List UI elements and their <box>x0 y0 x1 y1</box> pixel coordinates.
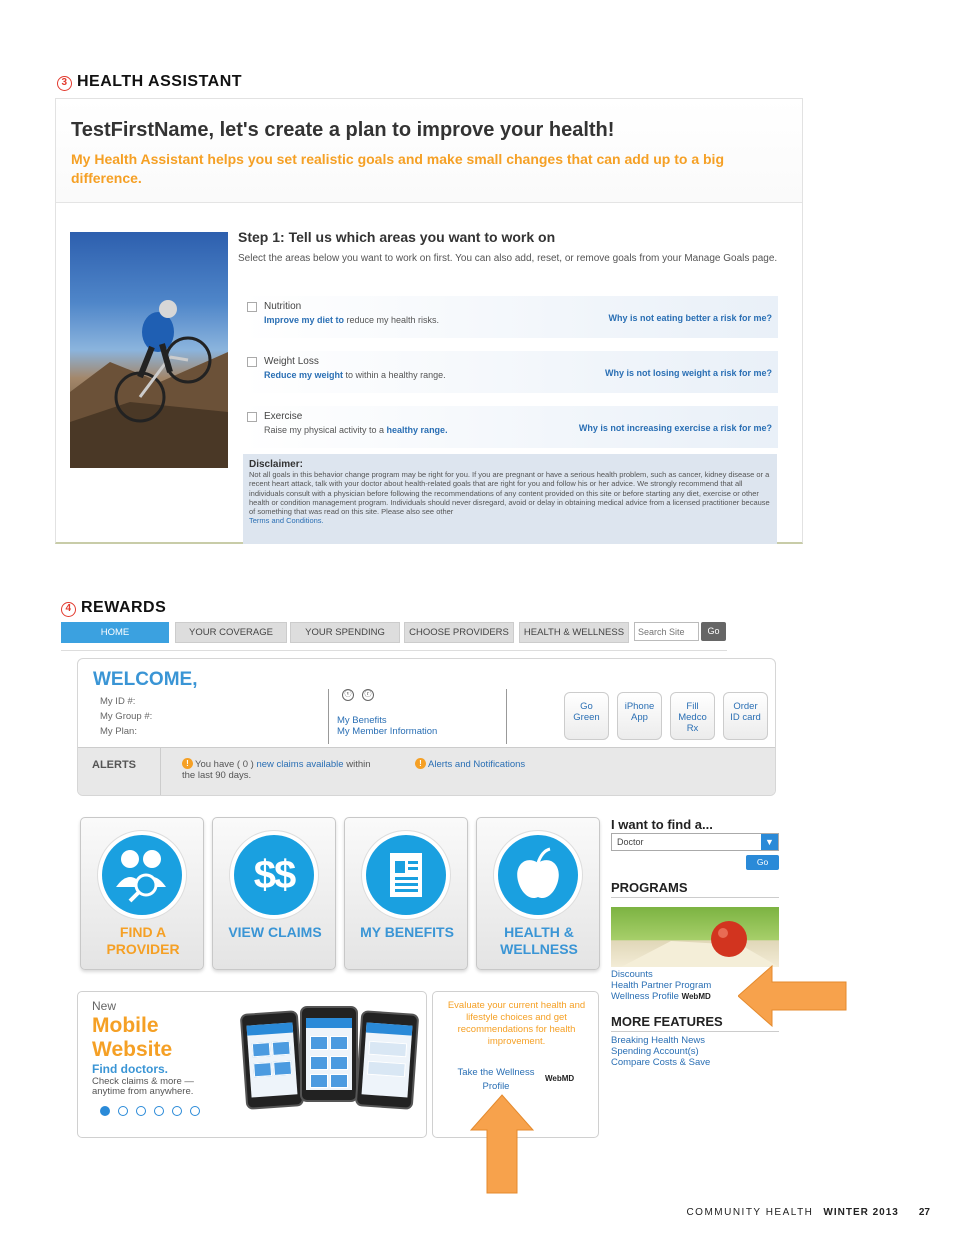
button-label: Order <box>733 701 758 712</box>
wellness-profile-link[interactable] <box>441 1066 551 1094</box>
fill-medco-rx-button[interactable] <box>670 692 715 740</box>
welcome-title: WELCOME, <box>93 669 198 690</box>
alert-text: the last 90 days. <box>182 770 252 781</box>
icon-ring <box>229 830 319 920</box>
goal-description <box>264 370 446 380</box>
alert-text: You have ( 0 ) <box>195 759 257 770</box>
find-widget-title: I want to find a... <box>611 817 713 832</box>
chevron-down-icon[interactable]: ▼ <box>761 834 778 850</box>
discounts-link[interactable]: Discounts <box>611 969 653 980</box>
arrow-up-icon <box>470 1094 534 1194</box>
cyclist-photo <box>70 232 228 468</box>
website-title: Website <box>92 1038 173 1061</box>
button-label: ID card <box>730 712 761 723</box>
carousel-dot[interactable] <box>190 1106 200 1116</box>
go-green-button[interactable] <box>564 692 609 740</box>
tab-your-spending[interactable]: YOUR SPENDING <box>290 622 400 643</box>
nutrition-checkbox[interactable] <box>247 302 257 312</box>
icon-ring <box>97 830 187 920</box>
wellness-profile-text: Wellness Profile <box>611 991 679 1002</box>
goal-desc-text: Raise my physical activity to a <box>264 425 387 435</box>
goal-description <box>264 425 448 435</box>
welcome-panel <box>77 658 776 796</box>
section-title-health-assistant <box>57 73 242 91</box>
icon-ring <box>361 830 451 920</box>
goal-title: Exercise <box>264 411 303 422</box>
why-risk-link[interactable]: Why is not increasing exercise a risk for me? <box>578 423 772 433</box>
divider <box>328 689 329 744</box>
magazine-name: COMMUNITY HEALTH <box>686 1207 814 1218</box>
carousel-dot[interactable] <box>136 1106 146 1116</box>
search-input[interactable] <box>634 622 699 641</box>
button-label: iPhone <box>624 701 655 712</box>
button-label: App <box>631 712 648 723</box>
section-number: 4 <box>61 602 76 617</box>
health-wellness-tile[interactable] <box>476 817 600 970</box>
button-label: Go <box>580 701 593 712</box>
disclaimer-text: Not all goals in this behavior change program may be right for you. If you are pregnant or have a serious health problem, such as cancer, kidney disease or a recent heart attack, talk with your doctor about health-related goals that are right for you and follow his or her advice. We strongly recommend that all individuals consult with a physician before following the recommendations of any content provided on this site or before starting any diet, exercise or other health or condition management program. Individuals should never disregard, avoid or delay in obtaining medical advice from a licensed practitioner because of something that was read on this site. Please also see other <box>249 470 770 517</box>
alerts-bar <box>78 747 776 796</box>
my-member-info-link[interactable]: My Member Information <box>337 726 438 737</box>
new-label: New <box>92 999 117 1013</box>
exercise-checkbox[interactable] <box>247 412 257 422</box>
compare-costs-link[interactable]: Compare Costs & Save <box>611 1057 711 1068</box>
step-title: Step 1: Tell us which areas you want to work on <box>238 229 556 245</box>
my-benefits-link[interactable]: My Benefits <box>337 715 387 726</box>
wellness-promo-text: Evaluate your current health and lifestyle choices and get recommendations for health improvement. <box>447 1000 586 1047</box>
tile-label: MY BENEFITS <box>360 924 454 940</box>
phone-image <box>300 1006 358 1102</box>
find-doctors-text: Find doctors. <box>92 1062 168 1076</box>
disclaimer-box <box>243 454 777 544</box>
page-footer <box>686 1207 930 1218</box>
mobile-desc: Check claims & more — <box>92 1076 194 1087</box>
section-title-rewards <box>61 599 166 617</box>
divider <box>160 748 161 796</box>
tab-choose-providers[interactable]: CHOOSE PROVIDERS <box>404 622 514 643</box>
my-group-label: My Group #: <box>100 711 153 722</box>
spending-account-link[interactable]: Spending Account(s) <box>611 1046 699 1057</box>
phone-image <box>355 1010 420 1110</box>
health-assistant-panel <box>55 98 803 544</box>
carousel-dot[interactable] <box>172 1106 182 1116</box>
alert-text: within <box>343 759 371 770</box>
people-search-icon <box>102 835 182 915</box>
goal-exercise <box>243 406 778 448</box>
claims-alert <box>182 758 371 781</box>
webmd-logo: WebMD <box>681 992 711 1001</box>
mobile-website-banner[interactable] <box>77 991 427 1138</box>
goal-weight-loss <box>243 351 778 393</box>
tile-label: VIEW CLAIMS <box>228 924 322 940</box>
breaking-news-link[interactable]: Breaking Health News <box>611 1035 705 1046</box>
tile-label: WELLNESS <box>500 941 578 957</box>
goal-link[interactable]: Reduce my weight <box>264 370 344 380</box>
terms-link[interactable]: Terms and Conditions. <box>249 516 324 526</box>
id-card-icon <box>366 835 446 915</box>
page-subtitle: My Health Assistant helps you set realistic goals and make small changes that can add up to a big difference. <box>71 151 724 186</box>
my-plan-label: My Plan: <box>100 726 137 737</box>
button-label: Green <box>573 712 600 723</box>
goal-link[interactable]: Improve my diet to <box>264 315 345 325</box>
alerts-notifications-alert[interactable] <box>415 758 525 770</box>
step-description: Select the areas below you want to work on first. You can also add, reset, or remove goals from your Manage Goals page. <box>238 253 778 264</box>
wellness-profile-link[interactable] <box>611 991 711 1002</box>
my-benefits-tile[interactable] <box>344 817 468 970</box>
goal-desc-text: reduce my health risks. <box>344 315 440 325</box>
icon-ring <box>493 830 583 920</box>
why-risk-link[interactable]: Why is not losing weight a risk for me? <box>604 368 772 378</box>
arrow-left-icon <box>738 965 848 1027</box>
section-title-text: REWARDS <box>81 599 167 616</box>
carousel-dot[interactable] <box>154 1106 164 1116</box>
section-title-text: HEALTH ASSISTANT <box>77 73 243 90</box>
phone-image <box>240 1010 305 1110</box>
find-go-button[interactable]: Go <box>746 855 779 870</box>
button-label: Medco <box>678 712 707 723</box>
button-label: Fill <box>686 701 699 712</box>
tile-label: PROVIDER <box>106 941 180 957</box>
nav-divider <box>61 650 727 651</box>
button-label: Rx <box>686 723 699 734</box>
goal-title: Nutrition <box>264 301 302 312</box>
search-go-button[interactable]: Go <box>701 622 726 641</box>
more-features-heading: MORE FEATURES <box>611 1014 779 1032</box>
v-circle-icon[interactable]: ⓥ <box>342 689 354 701</box>
page-title: TestFirstName, let's create a plan to improve your health! <box>71 119 615 141</box>
weight-loss-checkbox[interactable] <box>247 357 257 367</box>
link-text: Take the Wellness <box>457 1067 535 1078</box>
carousel-dot[interactable] <box>100 1106 110 1116</box>
goal-link[interactable]: healthy range. <box>386 425 448 435</box>
dollar-glyph: $$ <box>253 853 295 897</box>
section-number: 3 <box>57 76 72 91</box>
find-select[interactable]: Doctor <box>611 833 779 851</box>
main-nav <box>61 622 731 644</box>
divider <box>506 689 507 744</box>
goal-nutrition <box>243 296 778 338</box>
programs-image <box>611 907 779 967</box>
mobile-desc: anytime from anywhere. <box>92 1086 194 1097</box>
apple-icon <box>498 835 578 915</box>
tile-label: FIND A <box>119 924 167 940</box>
page-number: 27 <box>918 1207 930 1218</box>
link-text: Profile <box>482 1081 510 1092</box>
my-id-label: My ID #: <box>100 696 136 707</box>
goal-desc-text: to within a healthy range. <box>343 370 446 380</box>
goal-title: Weight Loss <box>264 356 319 367</box>
find-provider-tile[interactable] <box>80 817 204 970</box>
carousel-dot[interactable] <box>118 1106 128 1116</box>
health-partner-link[interactable]: Health Partner Program <box>611 980 712 991</box>
webmd-logo: WebMD <box>545 1074 575 1083</box>
health-assistant-header <box>56 99 802 203</box>
tab-health-wellness[interactable]: HEALTH & WELLNESS <box>519 622 629 643</box>
warning-icon: ! <box>182 758 193 769</box>
alerts-label: ALERTS <box>92 759 136 771</box>
mobile-title: Mobile <box>92 1014 159 1037</box>
tab-your-coverage[interactable]: YOUR COVERAGE <box>175 622 287 643</box>
programs-heading: PROGRAMS <box>611 880 779 898</box>
order-id-card-button[interactable] <box>723 692 768 740</box>
view-claims-tile[interactable] <box>212 817 336 970</box>
warning-icon: ! <box>415 758 426 769</box>
goal-description <box>264 315 439 325</box>
why-risk-link[interactable]: Why is not eating better a risk for me? <box>608 313 772 323</box>
issue-name: WINTER 2013 <box>823 1207 899 1218</box>
tile-label: HEALTH & <box>504 924 574 940</box>
alerts-notifications-link[interactable]: Alerts and Notifications <box>428 759 526 770</box>
dollar-icon <box>234 835 314 915</box>
new-claims-link[interactable]: new claims available <box>256 759 344 770</box>
r-circle-icon[interactable]: ⓡ <box>362 689 374 701</box>
iphone-app-button[interactable] <box>617 692 662 740</box>
disclaimer-title: Disclaimer: <box>249 459 303 470</box>
tab-home[interactable]: HOME <box>61 622 169 643</box>
